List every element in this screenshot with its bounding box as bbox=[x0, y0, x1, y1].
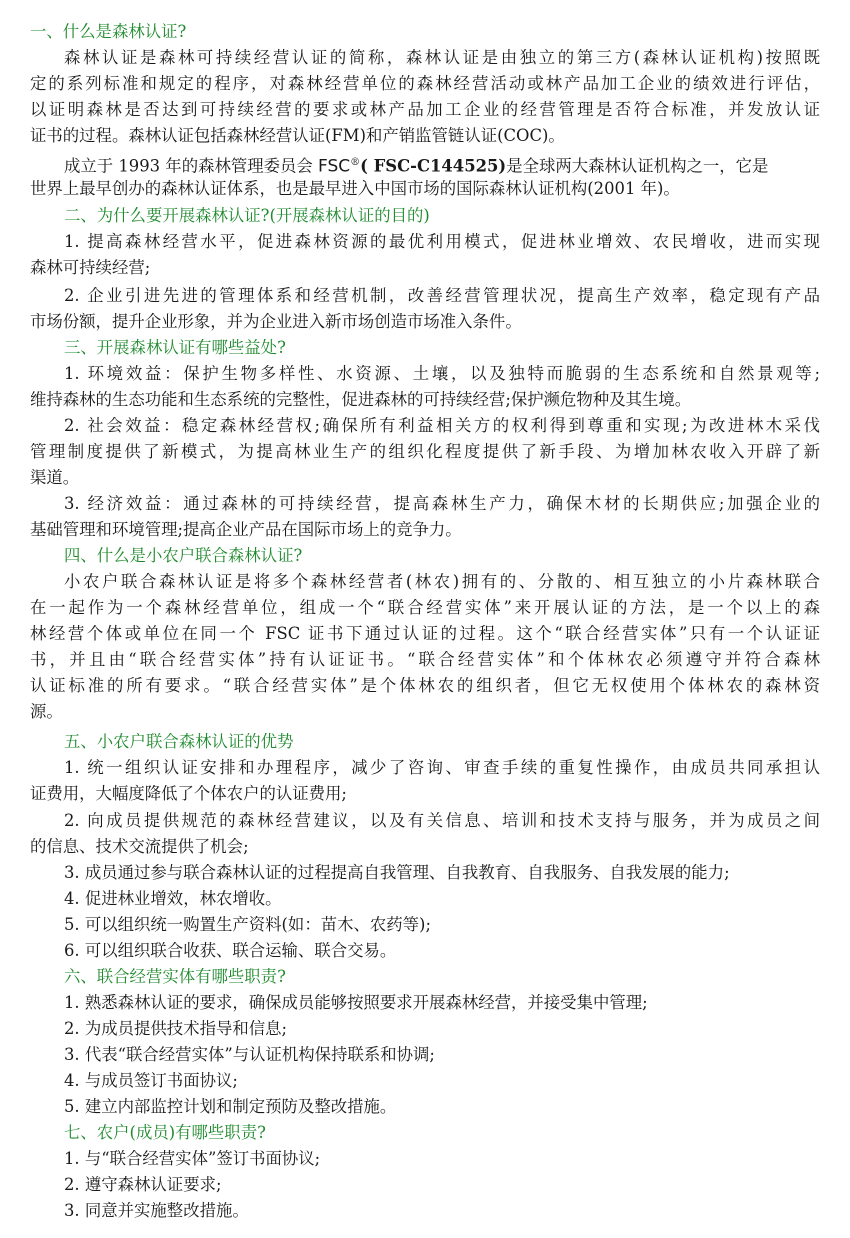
section-1-text-line: 森林认证是森林可持续经营认证的简称，森林认证是由独立的第三方(森林认证机构)按照既 bbox=[64, 48, 820, 67]
section-3-heading: 三、开展森林认证有哪些益处? bbox=[64, 338, 286, 357]
fsc-intro-tail: 是全球两大森林认证机构之一，它是 bbox=[506, 156, 769, 176]
section-3-item-2: 2. 社会效益：稳定森林经营权;确保所有利益相关方的权利得到尊重和实现;为改进林木采伐 bbox=[64, 416, 820, 435]
section-4-text-line: 小农户联合森林认证是将多个森林经营者(林农)拥有的、分散的、相互独立的小片森林联合 bbox=[64, 572, 820, 591]
section-5-item-2: 2. 向成员提供规范的森林经营建议，以及有关信息、培训和技术支持与服务，并为成员之间 bbox=[64, 811, 820, 830]
section-2-item-2: 2. 企业引进先进的管理体系和经营机制，改善经营管理状况，提高生产效率，稳定现有产品 bbox=[64, 286, 820, 305]
section-7-heading: 七、农户(成员)有哪些职责? bbox=[64, 1123, 266, 1142]
section-5-item-1-cont: 证费用，大幅度降低了个体农户的认证费用; bbox=[30, 784, 347, 803]
section-4-text-line: 源。 bbox=[30, 702, 63, 721]
section-7-item-1: 1. 与“联合经营实体”签订书面协议; bbox=[64, 1149, 321, 1168]
section-6-item-5: 5. 建立内部监控计划和制定预防及整改措施。 bbox=[64, 1097, 397, 1116]
section-4-text-line: 书，并且由“联合经营实体”持有认证证书。“联合经营实体”和个体林农必须遵守并符合森林 bbox=[30, 650, 820, 669]
section-6-heading: 六、联合经营实体有哪些职责? bbox=[64, 967, 286, 986]
fsc-license-code: ( FSC-C144525) bbox=[360, 156, 507, 176]
section-5-item-5: 5. 可以组织统一购置生产资料(如：苗木、农药等); bbox=[64, 915, 431, 934]
section-5-item-2-cont: 的信息、技术交流提供了机会; bbox=[30, 837, 249, 856]
section-1-fsc-line bbox=[64, 150, 820, 176]
section-1-text-line: 世界上最早创办的森林认证体系，也是最早进入中国市场的国际森林认证机构(2001 年)。 bbox=[30, 179, 680, 198]
section-3-item-2-cont: 管理制度提供了新模式，为提高林业生产的组织化程度提供了新手段、为增加林农收入开辟了新 bbox=[30, 442, 820, 461]
section-3-item-2-cont: 渠道。 bbox=[30, 468, 80, 487]
section-5-item-3: 3. 成员通过参与联合森林认证的过程提高自我管理、自我教育、自我服务、自我发展的能力; bbox=[64, 863, 730, 882]
section-1-text-line: 以证明森林是否达到可持续经营的要求或林产品加工企业的经营管理是否符合标准，并发放认证 bbox=[30, 100, 820, 119]
section-6-item-2: 2. 为成员提供技术指导和信息; bbox=[64, 1019, 288, 1038]
section-1-heading: 一、什么是森林认证? bbox=[30, 22, 187, 41]
section-2-item-1-cont: 森林可持续经营; bbox=[30, 258, 151, 277]
section-6-item-4: 4. 与成员签订书面协议; bbox=[64, 1071, 238, 1090]
section-4-text-line: 林经营个体或单位在同一个 FSC 证书下通过认证的过程。这个“联合经营实体”只有一个认证证 bbox=[30, 624, 820, 643]
section-7-item-3: 3. 同意并实施整改措施。 bbox=[64, 1201, 249, 1220]
section-4-heading: 四、什么是小农户联合森林认证? bbox=[64, 546, 303, 565]
section-3-item-1: 1. 环境效益：保护生物多样性、水资源、土壤，以及独特而脆弱的生态系统和自然景观等; bbox=[64, 364, 820, 383]
section-3-item-3-cont: 基础管理和环境管理;提高企业产品在国际市场上的竞争力。 bbox=[30, 520, 462, 539]
section-2-item-2-cont: 市场份额，提升企业形象，并为企业进入新市场创造市场准入条件。 bbox=[30, 312, 522, 331]
section-5-item-4: 4. 促进林业增效，林农增收。 bbox=[64, 889, 282, 908]
section-2-heading: 二、为什么要开展森林认证?(开展森林认证的目的) bbox=[64, 206, 430, 225]
section-5-heading: 五、小农户联合森林认证的优势 bbox=[64, 732, 294, 751]
section-7-item-2: 2. 遵守森林认证要求; bbox=[64, 1175, 222, 1194]
section-1-text-line: 证书的过程。森林认证包括森林经营认证(FM)和产销监管链认证(COC)。 bbox=[30, 126, 565, 145]
section-2-item-1: 1. 提高森林经营水平，促进森林资源的最优利用模式，促进林业增效、农民增收，进而实现 bbox=[64, 232, 820, 251]
section-4-text-line: 在一起作为一个森林经营单位，组成一个“联合经营实体”来开展认证的方法，是一个以上的森 bbox=[30, 598, 820, 617]
section-6-item-1: 1. 熟悉森林认证的要求，确保成员能够按照要求开展森林经营，并接受集中管理; bbox=[64, 993, 648, 1012]
registered-mark: ® bbox=[350, 157, 361, 168]
section-3-item-1-cont: 维持森林的生态功能和生态系统的完整性，促进森林的可持续经营;保护濒危物种及其生境。 bbox=[30, 390, 692, 409]
fsc-intro-text: 成立于 1993 年的森林管理委员会 bbox=[64, 156, 319, 176]
section-5-item-6: 6. 可以组织联合收获、联合运输、联合交易。 bbox=[64, 941, 397, 960]
fsc-name: FSC bbox=[318, 156, 351, 177]
section-6-item-3: 3. 代表“联合经营实体”与认证机构保持联系和协调; bbox=[64, 1045, 435, 1064]
section-1-text-line: 定的系列标准和规定的程序，对森林经营单位的森林经营活动或林产品加工企业的绩效进行评估， bbox=[30, 74, 820, 93]
section-3-item-3: 3. 经济效益：通过森林的可持续经营，提高森林生产力，确保木材的长期供应;加强企业的 bbox=[64, 494, 820, 513]
section-4-text-line: 认证标准的所有要求。“联合经营实体”是个体林农的组织者，但它无权使用个体林农的森林资 bbox=[30, 676, 820, 695]
section-5-item-1: 1. 统一组织认证安排和办理程序，减少了咨询、审查手续的重复性操作，由成员共同承担认 bbox=[64, 758, 820, 777]
